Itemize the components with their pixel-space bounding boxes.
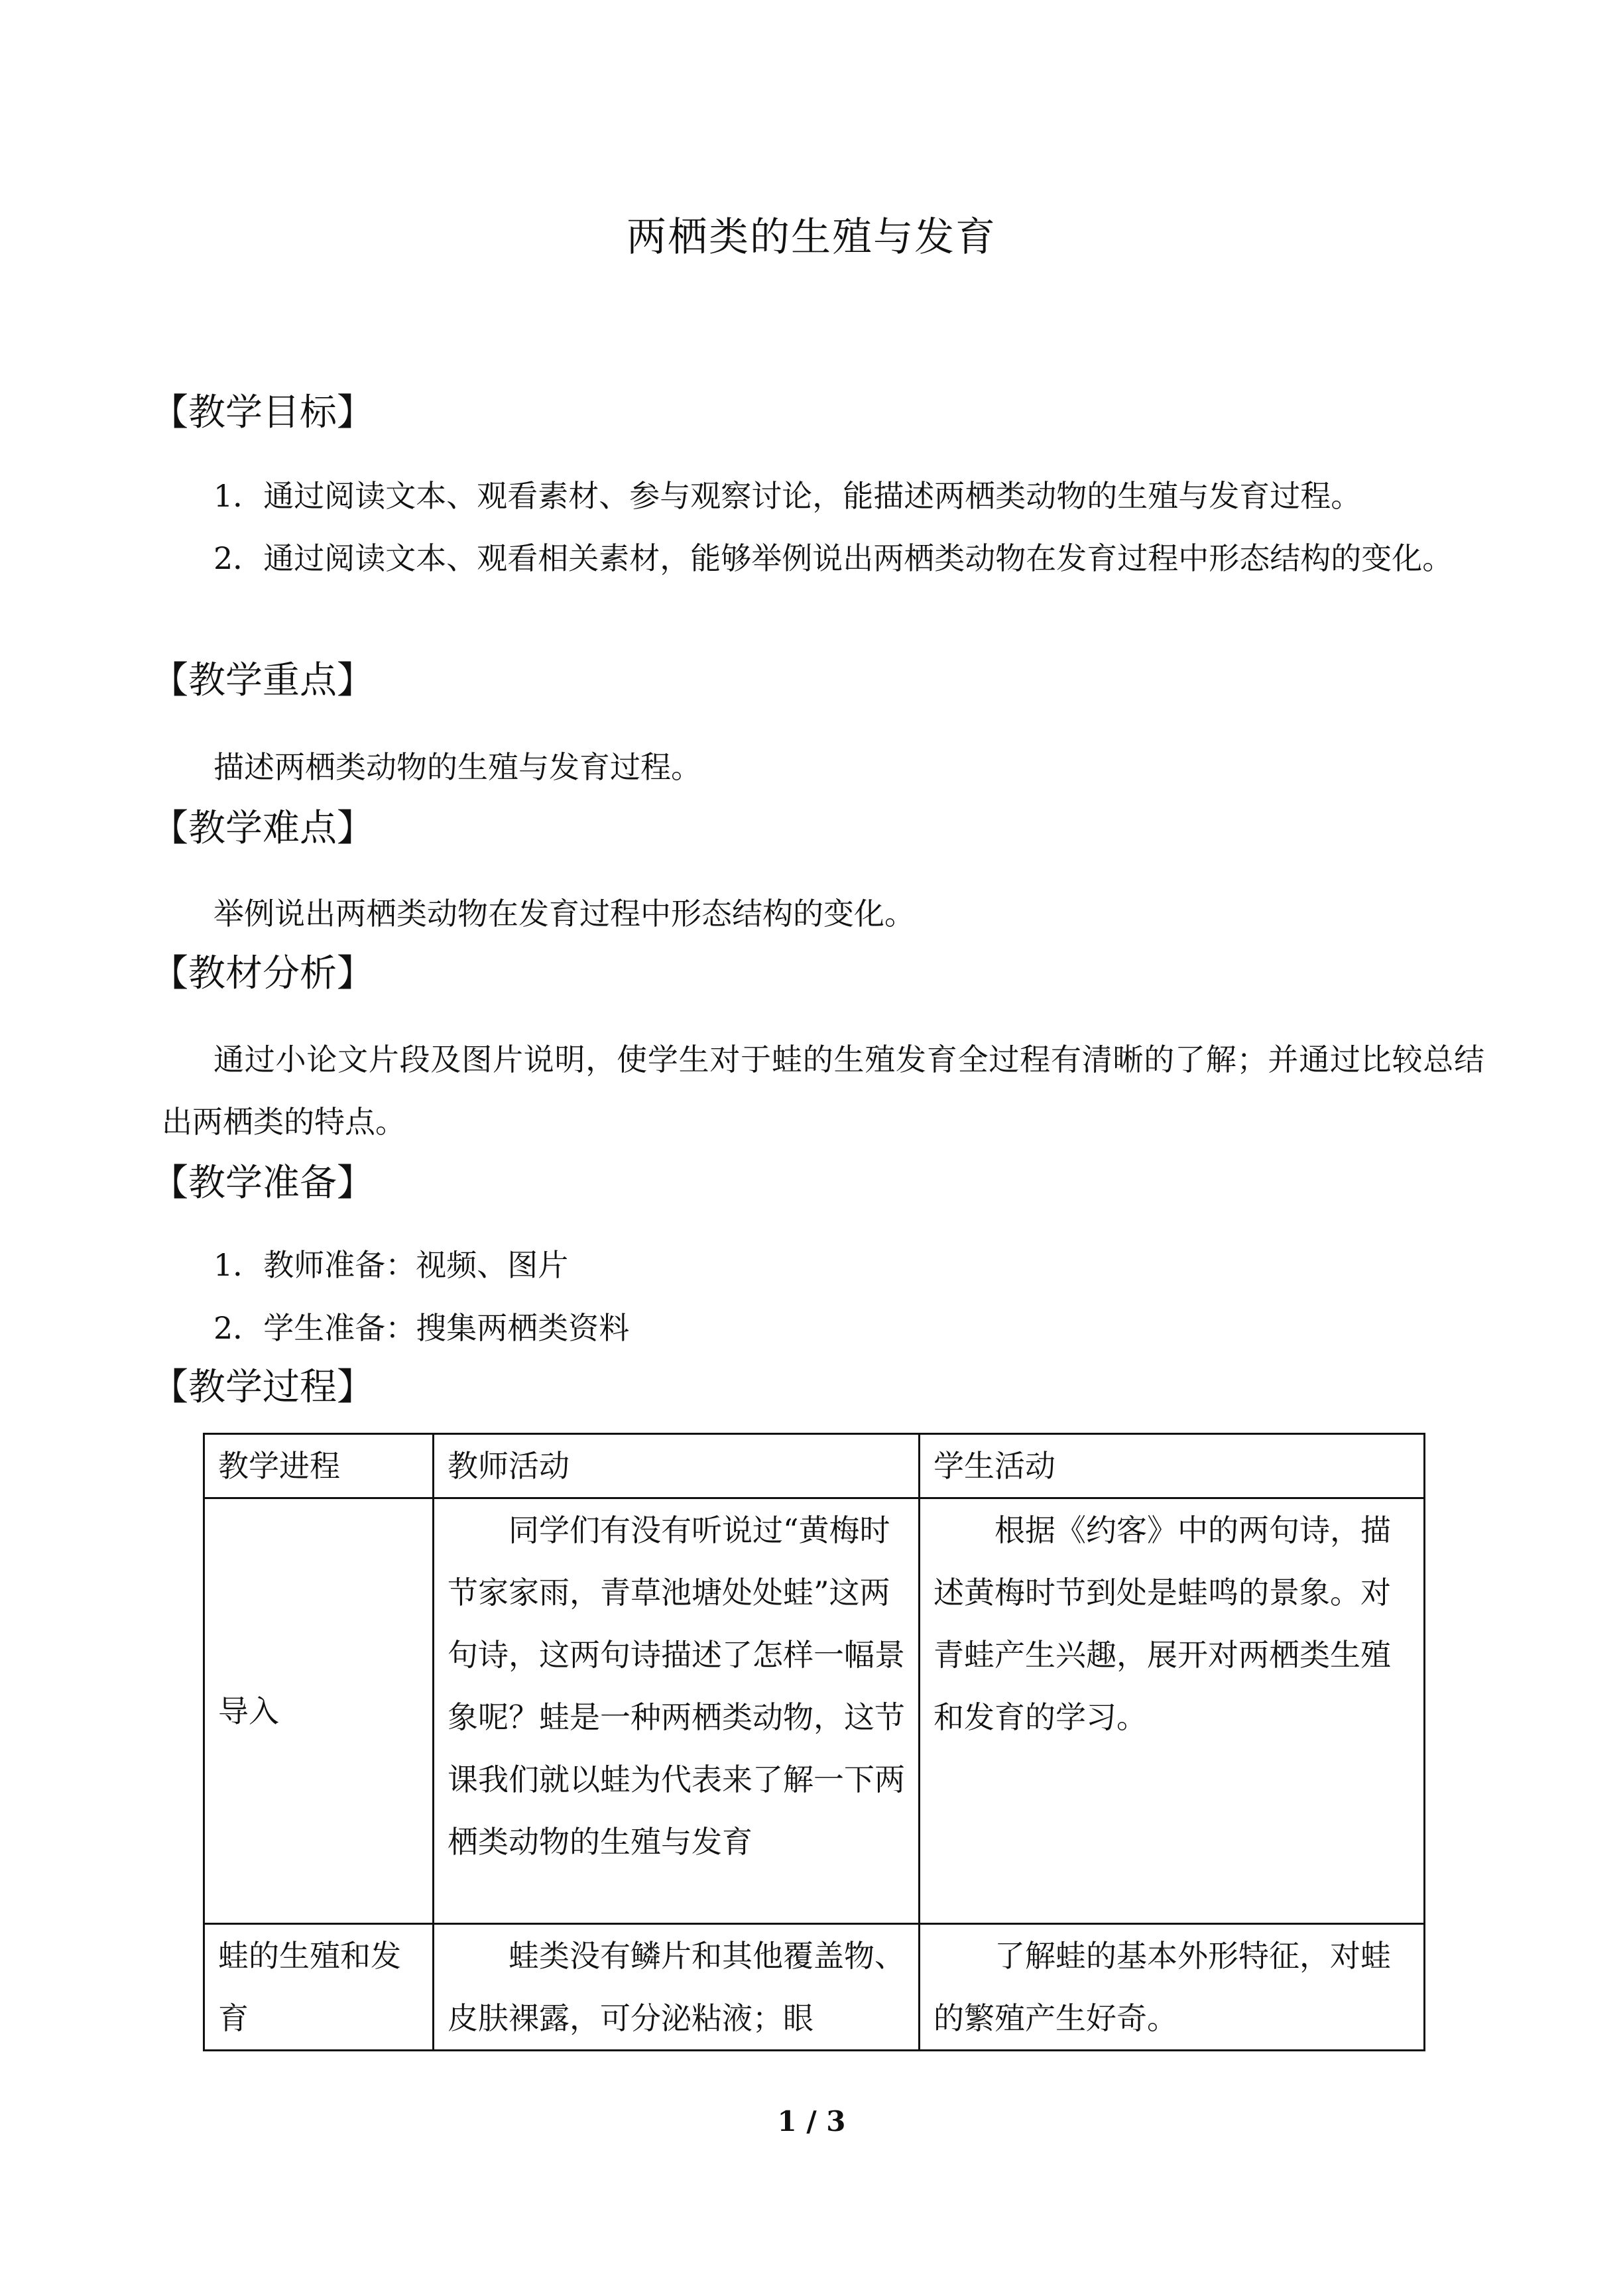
difficulty-text: 举例说出两栖类动物在发育过程中形态结构的变化。 — [213, 896, 915, 932]
heading-difficulty: 【教学难点】 — [151, 807, 374, 850]
header-student-activity: 学生活动 — [920, 1434, 1425, 1498]
objective-item-2: 2．通过阅读文本、观看相关素材，能够举例说出两栖类动物在发育过程中形态结构的变化。 — [213, 540, 1453, 576]
heading-preparation: 【教学准备】 — [151, 1162, 374, 1205]
teaching-process-table — [203, 1433, 1425, 2051]
heading-objectives: 【教学目标】 — [151, 391, 374, 434]
cell-teacher-activity: 同学们有没有听说过“黄梅时节家家雨，青草池塘处处蛙”这两句诗，这两句诗描述了怎样一幅景象呢？蛙是一种两栖类动物，这节课我们就以蛙为代表来了解一下两栖类动物的生殖与发育 — [434, 1498, 920, 1924]
table-row — [204, 1924, 1425, 2051]
table-row — [204, 1498, 1425, 1924]
analysis-text: 通过小论文片段及图片说明，使学生对于蛙的生殖发育全过程有清晰的了解；并通过比较总结出两栖类的特点。 — [162, 1042, 1484, 1140]
header-stage: 教学进程 — [204, 1434, 434, 1498]
cell-teacher-activity: 蛙类没有鳞片和其他覆盖物、皮肤裸露，可分泌粘液；眼 — [434, 1924, 920, 2051]
preparation-item-1: 1．教师准备：视频、图片 — [213, 1247, 569, 1283]
cell-stage: 导入 — [204, 1498, 434, 1924]
header-teacher-activity: 教师活动 — [434, 1434, 920, 1498]
objective-item-1: 1．通过阅读文本、观看素材、参与观察讨论，能描述两栖类动物的生殖与发育过程。 — [213, 478, 1362, 514]
cell-student-activity: 根据《约客》中的两句诗，描述黄梅时节到处是蛙鸣的景象。对青蛙产生兴趣，展开对两栖类生殖和发育的学习。 — [920, 1498, 1425, 1924]
key-point-text: 描述两栖类动物的生殖与发育过程。 — [213, 749, 701, 785]
table-header-row — [204, 1434, 1425, 1498]
heading-key-point: 【教学重点】 — [151, 659, 374, 702]
cell-stage: 蛙的生殖和发育 — [204, 1924, 434, 2051]
cell-student-activity: 了解蛙的基本外形特征，对蛙的繁殖产生好奇。 — [920, 1924, 1425, 2051]
document-title: 两栖类的生殖与发育 — [627, 214, 996, 261]
heading-process: 【教学过程】 — [151, 1366, 374, 1409]
preparation-item-2: 2．学生准备：搜集两栖类资料 — [213, 1310, 630, 1346]
heading-analysis: 【教材分析】 — [151, 952, 374, 995]
page-number: 1 / 3 — [777, 2105, 846, 2138]
